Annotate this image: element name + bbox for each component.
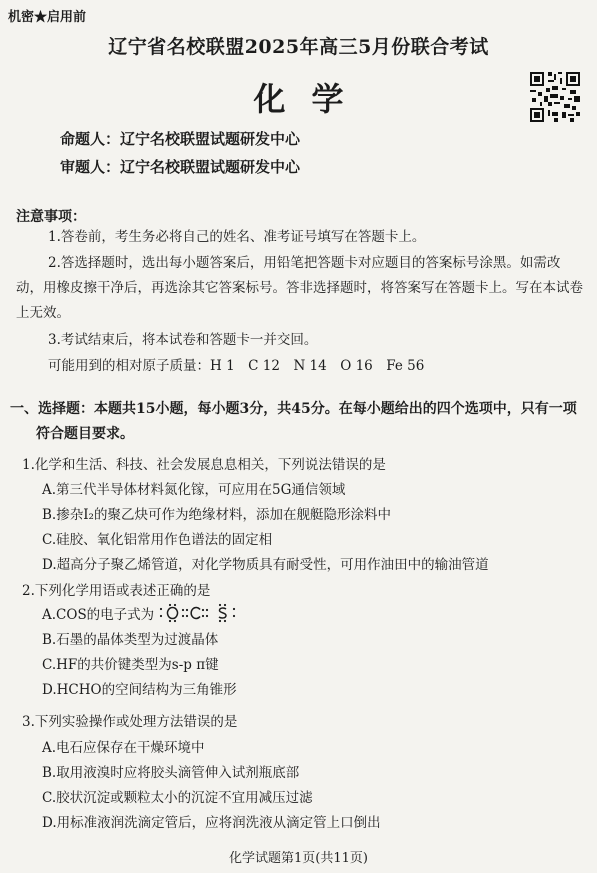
confidential-label: 机密★启用前	[8, 10, 87, 25]
question-2-option-d: D.HCHO的空间结构为三角锥形	[42, 682, 237, 698]
notice-item-2: 2.答选择题时，选出每小题答案后，用铅笔把答题卡对应题目的答案标号涂黑。如需改动，用橡皮擦干净后，再选涂其它答案标号。答非选择题时，将答案写在答题卡上。写在本试卷上无效。	[16, 255, 583, 321]
question-1-stem: 1.化学和生活、科技、社会发展息息相关，下列说法错误的是	[22, 457, 386, 473]
section-1-instructions	[10, 397, 585, 447]
notice-item-1: 1.答卷前，考生务必将自己的姓名、准考证号填写在答题卡上。	[48, 229, 426, 245]
exam-title: 辽宁省名校联盟2025年高三5月份联合考试	[108, 36, 489, 58]
question-3-stem: 3.下列实验操作或处理方法错误的是	[22, 714, 238, 730]
reviewer-line: 审题人：辽宁名校联盟试题研发中心	[60, 158, 301, 176]
question-3-option-d: D.用标准液润洗滴定管后，应将润洗液从滴定管上口倒出	[42, 815, 381, 831]
question-3-option-a: A.电石应保存在干燥环境中	[42, 740, 205, 756]
question-1-option-b: B.掺杂I₂的聚乙炔可作为绝缘材料，添加在舰艇隐形涂料中	[42, 507, 391, 523]
setter-line: 命题人：辽宁名校联盟试题研发中心	[60, 130, 301, 148]
atomic-mass-line: 可能用到的相对原子质量：H 1 C 12 N 14 O 16 Fe 56	[48, 358, 425, 374]
qr-code-icon	[530, 72, 580, 122]
notice-heading: 注意事项：	[16, 209, 86, 225]
question-3-option-b: B.取用液溴时应将胶头滴管伸入试剂瓶底部	[42, 765, 300, 781]
subject-title: 化学	[253, 80, 370, 118]
question-1-option-c: C.硅胶、氧化铝常用作色谱法的固定相	[42, 532, 273, 548]
question-2-option-b: B.石墨的晶体类型为过渡晶体	[42, 632, 219, 648]
cos-electron-formula-image	[158, 603, 242, 623]
question-3-option-c: C.胶状沉淀或颗粒太小的沉淀不宜用减压过滤	[42, 790, 313, 806]
question-2-option-a-label: A.COS的电子式为	[42, 607, 155, 623]
question-1-option-d: D.超高分子聚乙烯管道，对化学物质具有耐受性，可用作油田中的输油管道	[42, 557, 489, 573]
page-footer: 化学试题第1页(共11页)	[229, 851, 368, 866]
question-2-option-a	[42, 603, 242, 623]
section-1-line-1: 一、选择题：本题共15小题，每小题3分，共45分。在每小题给出的四个选项中，只有一项	[10, 401, 577, 417]
question-2-stem: 2.下列化学用语或表述正确的是	[22, 583, 211, 599]
section-1-line-2: 符合题目要求。	[36, 426, 134, 442]
question-1-option-a: A.第三代半导体材料氮化镓，可应用在5G通信领域	[42, 482, 346, 498]
notice-item-3: 3.考试结束后，将本试卷和答题卡一并交回。	[48, 332, 318, 348]
question-2-option-c: C.HF的共价键类型为s-p π键	[42, 657, 219, 673]
